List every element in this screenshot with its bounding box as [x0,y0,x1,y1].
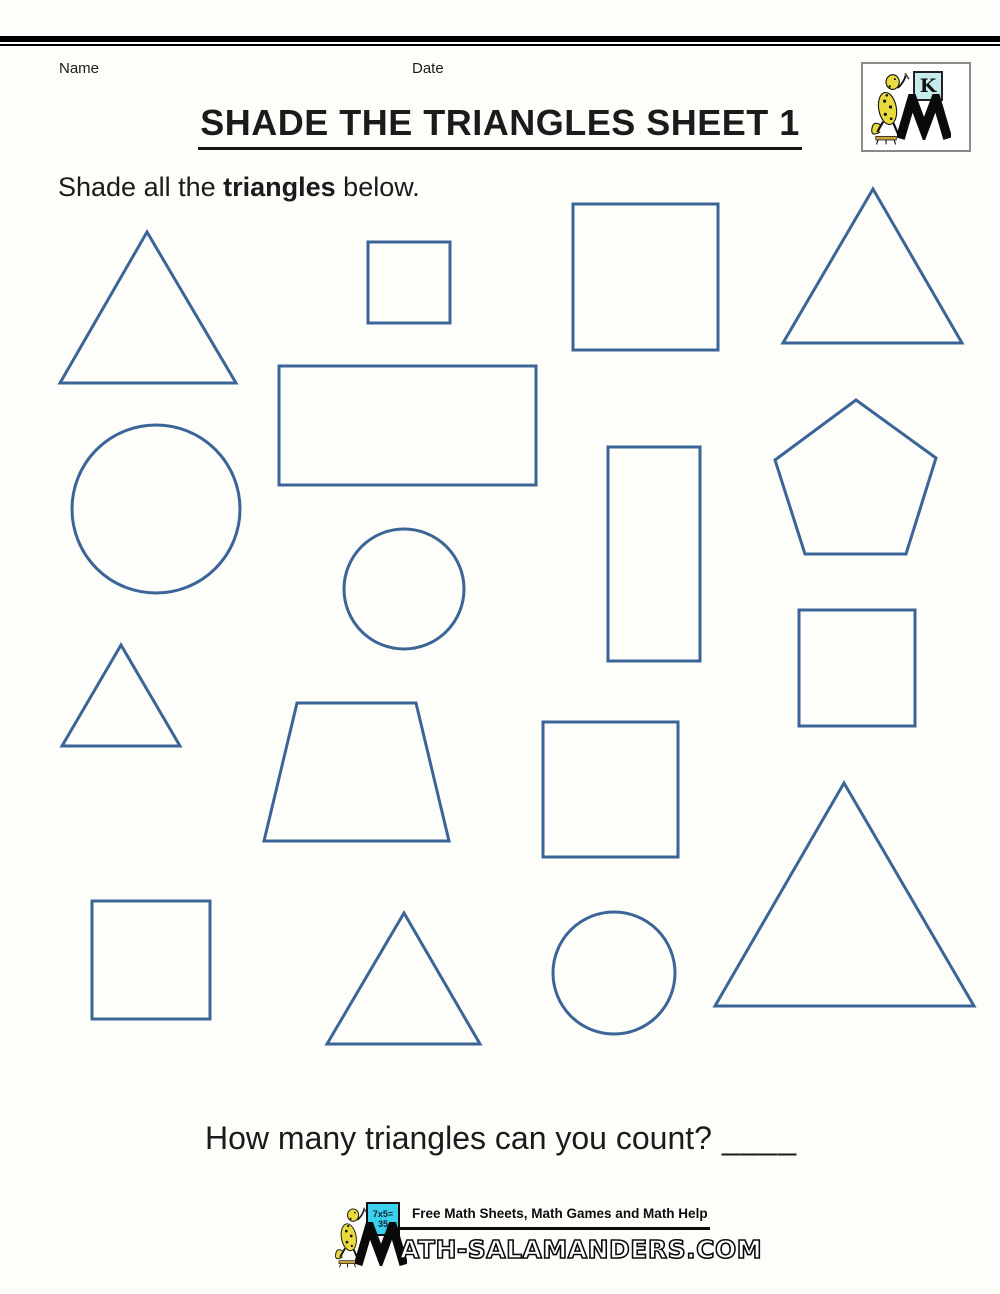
date-field-label: Date [412,60,444,77]
shape-circle-medium-1[interactable] [344,529,464,649]
shape-pentagon[interactable] [775,400,936,554]
board-equation-line1: 7x5= [372,1209,394,1219]
answer-blank[interactable]: ____ [721,1120,798,1156]
shape-square-medium-3[interactable] [92,901,210,1019]
instruction-prefix: Shade all the [58,172,224,202]
shape-circle-large[interactable] [72,425,240,593]
logo-k-letter: K [919,75,937,97]
question-text [205,1120,797,1157]
shape-triangle-large-2[interactable] [783,189,962,343]
shape-rectangle-wide[interactable] [279,366,536,485]
shape-triangle-medium[interactable] [327,913,480,1044]
instruction-bold-word: triangles [223,172,336,202]
shape-square-large-1[interactable] [573,204,718,350]
board-equation-line2: 35 [377,1219,388,1229]
page-title: SHADE THE TRIANGLES SHEET 1 [198,102,802,150]
name-field-label: Name [59,60,100,77]
footer-site-label: ATH-SALAMANDERS.COM [400,1235,763,1264]
shape-circle-medium-2[interactable] [553,912,675,1034]
shape-square-medium-2[interactable] [543,722,678,857]
shape-triangle-small[interactable] [62,645,180,746]
shape-trapezoid[interactable] [264,703,449,841]
instruction-suffix: below. [335,172,420,202]
footer-tagline: Free Math Sheets, Math Games and Math Help [412,1206,708,1221]
shape-square-medium-1[interactable] [799,610,915,726]
shape-triangle-large-1[interactable] [60,232,236,383]
question-label: How many triangles can you count? [205,1120,712,1156]
footer [0,1195,1000,1275]
shape-square-small-1[interactable] [368,242,450,323]
shape-rectangle-tall[interactable] [608,447,700,661]
footer-site-text [400,1230,763,1266]
shape-triangle-large-3[interactable] [715,783,974,1006]
